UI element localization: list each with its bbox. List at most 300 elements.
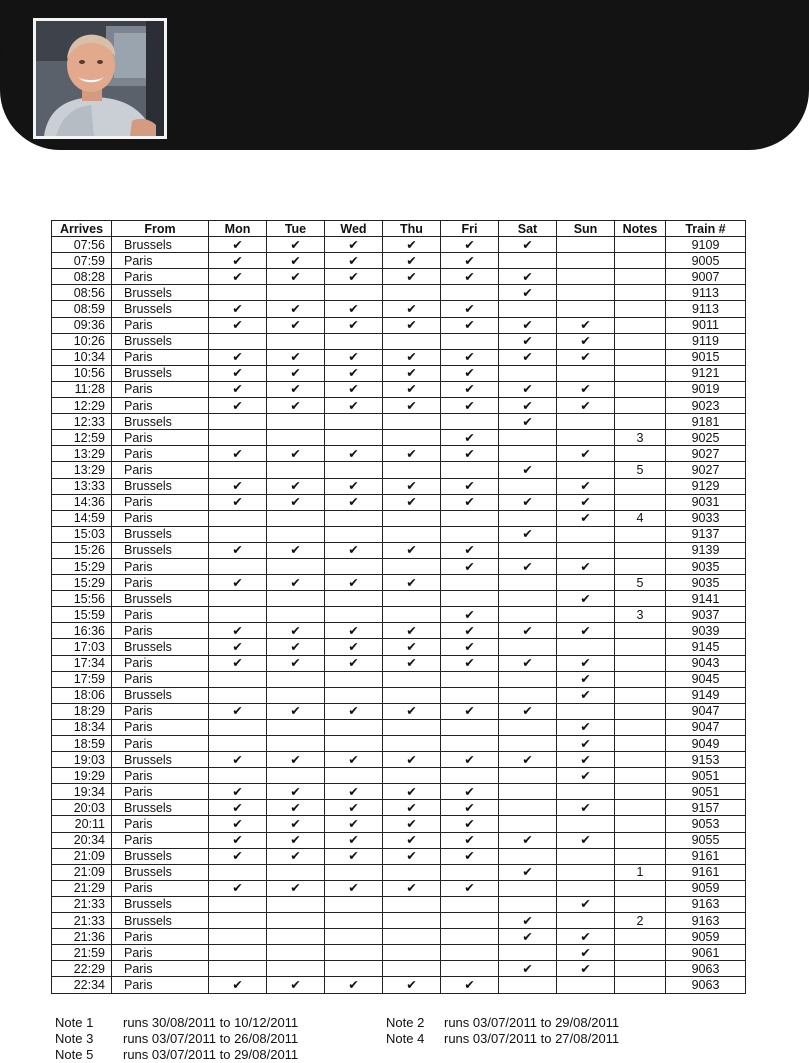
- arrival-time-cell: 22:29: [52, 961, 112, 977]
- origin-cell: Paris: [112, 349, 209, 365]
- checkmark-icon: ✔: [406, 977, 417, 992]
- table-row: [52, 365, 746, 381]
- column-header: Notes: [615, 221, 666, 237]
- origin-cell: Paris: [112, 671, 209, 687]
- train-number-cell: 9109: [666, 237, 746, 253]
- checkmark-icon: ✔: [464, 302, 475, 317]
- day-cell: [441, 333, 499, 349]
- table-row: [52, 333, 746, 349]
- train-number-cell: 9149: [666, 687, 746, 703]
- day-cell: [209, 945, 267, 961]
- arrival-time-cell: 09:36: [52, 317, 112, 333]
- day-cell: [557, 398, 615, 414]
- day-cell: [383, 575, 441, 591]
- day-cell: [209, 414, 267, 430]
- day-cell: [499, 269, 557, 285]
- origin-cell: Brussels: [112, 365, 209, 381]
- note-ref-cell: [615, 285, 666, 301]
- checkmark-icon: ✔: [580, 720, 591, 735]
- checkmark-icon: ✔: [522, 334, 533, 349]
- day-cell: [441, 398, 499, 414]
- checkmark-icon: ✔: [580, 752, 591, 767]
- checkmark-icon: ✔: [522, 559, 533, 574]
- day-cell: [267, 333, 325, 349]
- table-row: [52, 832, 746, 848]
- table-row: [52, 736, 746, 752]
- note-ref-cell: [615, 832, 666, 848]
- day-cell: [325, 414, 383, 430]
- checkmark-icon: ✔: [522, 704, 533, 719]
- day-cell: [441, 349, 499, 365]
- origin-cell: Paris: [112, 784, 209, 800]
- checkmark-icon: ✔: [290, 446, 301, 461]
- checkmark-icon: ✔: [232, 817, 243, 832]
- checkmark-icon: ✔: [522, 833, 533, 848]
- day-cell: [267, 462, 325, 478]
- day-cell: [441, 913, 499, 929]
- day-cell: [441, 623, 499, 639]
- day-cell: [557, 752, 615, 768]
- timetable-header-row: [52, 221, 746, 237]
- train-number-cell: 9141: [666, 591, 746, 607]
- day-cell: [325, 671, 383, 687]
- arrival-time-cell: 21:59: [52, 945, 112, 961]
- day-cell: [325, 864, 383, 880]
- checkmark-icon: ✔: [522, 961, 533, 976]
- note-ref-cell: [615, 687, 666, 703]
- checkmark-icon: ✔: [290, 623, 301, 638]
- day-cell: [209, 542, 267, 558]
- arrival-time-cell: 18:34: [52, 719, 112, 735]
- note-ref-cell: [615, 623, 666, 639]
- checkmark-icon: ✔: [290, 656, 301, 671]
- day-cell: [267, 896, 325, 912]
- day-cell: [383, 848, 441, 864]
- origin-cell: Paris: [112, 558, 209, 574]
- note-ref-cell: [615, 880, 666, 896]
- checkmark-icon: ✔: [232, 833, 243, 848]
- origin-cell: Brussels: [112, 285, 209, 301]
- checkmark-icon: ✔: [580, 479, 591, 494]
- table-row: [52, 719, 746, 735]
- train-number-cell: 9035: [666, 575, 746, 591]
- checkmark-icon: ✔: [522, 495, 533, 510]
- day-cell: [325, 800, 383, 816]
- day-cell: [499, 446, 557, 462]
- checkmark-icon: ✔: [290, 639, 301, 654]
- arrival-time-cell: 17:03: [52, 639, 112, 655]
- note-ref-cell: [615, 768, 666, 784]
- train-number-cell: 9119: [666, 333, 746, 349]
- day-cell: [557, 623, 615, 639]
- note-text: runs 03/07/2011 to 26/08/2011: [123, 1031, 299, 1046]
- day-cell: [441, 542, 499, 558]
- day-cell: [325, 848, 383, 864]
- checkmark-icon: ✔: [464, 430, 475, 445]
- day-cell: [267, 816, 325, 832]
- day-cell: [383, 719, 441, 735]
- day-cell: [209, 558, 267, 574]
- checkmark-icon: ✔: [522, 656, 533, 671]
- checkmark-icon: ✔: [232, 623, 243, 638]
- day-cell: [267, 301, 325, 317]
- day-cell: [209, 671, 267, 687]
- day-cell: [441, 639, 499, 655]
- origin-cell: Paris: [112, 494, 209, 510]
- arrival-time-cell: 10:26: [52, 333, 112, 349]
- checkmark-icon: ✔: [232, 382, 243, 397]
- note-5: [55, 1047, 298, 1063]
- checkmark-icon: ✔: [406, 253, 417, 268]
- day-cell: [267, 398, 325, 414]
- day-cell: [557, 301, 615, 317]
- day-cell: [499, 687, 557, 703]
- checkmark-icon: ✔: [580, 495, 591, 510]
- day-cell: [383, 253, 441, 269]
- day-cell: [383, 285, 441, 301]
- day-cell: [441, 381, 499, 397]
- checkmark-icon: ✔: [406, 833, 417, 848]
- day-cell: [325, 945, 383, 961]
- day-cell: [209, 896, 267, 912]
- origin-cell: Brussels: [112, 752, 209, 768]
- origin-cell: Paris: [112, 623, 209, 639]
- day-cell: [383, 381, 441, 397]
- table-row: [52, 510, 746, 526]
- checkmark-icon: ✔: [348, 575, 359, 590]
- arrival-time-cell: 15:56: [52, 591, 112, 607]
- checkmark-icon: ✔: [464, 784, 475, 799]
- day-cell: [267, 832, 325, 848]
- day-cell: [499, 591, 557, 607]
- day-cell: [209, 719, 267, 735]
- day-cell: [557, 639, 615, 655]
- note-ref-cell: [615, 542, 666, 558]
- day-cell: [267, 864, 325, 880]
- day-cell: [441, 575, 499, 591]
- train-number-cell: 9063: [666, 977, 746, 993]
- day-cell: [325, 269, 383, 285]
- arrival-time-cell: 14:36: [52, 494, 112, 510]
- day-cell: [383, 864, 441, 880]
- checkmark-icon: ✔: [406, 817, 417, 832]
- table-row: [52, 639, 746, 655]
- day-cell: [267, 526, 325, 542]
- day-cell: [499, 510, 557, 526]
- checkmark-icon: ✔: [232, 237, 243, 252]
- origin-cell: Paris: [112, 832, 209, 848]
- checkmark-icon: ✔: [580, 945, 591, 960]
- checkmark-icon: ✔: [290, 253, 301, 268]
- note-ref-cell: [615, 703, 666, 719]
- day-cell: [267, 446, 325, 462]
- checkmark-icon: ✔: [522, 269, 533, 284]
- day-cell: [557, 430, 615, 446]
- day-cell: [267, 349, 325, 365]
- note-ref-cell: 5: [615, 462, 666, 478]
- day-cell: [557, 237, 615, 253]
- train-number-cell: 9051: [666, 784, 746, 800]
- day-cell: [499, 478, 557, 494]
- note-ref-cell: [615, 752, 666, 768]
- day-cell: [209, 349, 267, 365]
- day-cell: [267, 784, 325, 800]
- checkmark-icon: ✔: [290, 382, 301, 397]
- day-cell: [325, 639, 383, 655]
- day-cell: [383, 880, 441, 896]
- day-cell: [209, 832, 267, 848]
- checkmark-icon: ✔: [406, 881, 417, 896]
- checkmark-icon: ✔: [290, 752, 301, 767]
- day-cell: [499, 896, 557, 912]
- profile-photo-image: [36, 21, 164, 136]
- train-number-cell: 9059: [666, 929, 746, 945]
- day-cell: [499, 607, 557, 623]
- checkmark-icon: ✔: [522, 527, 533, 542]
- arrival-time-cell: 19:03: [52, 752, 112, 768]
- train-number-cell: 9145: [666, 639, 746, 655]
- day-cell: [209, 478, 267, 494]
- checkmark-icon: ✔: [290, 849, 301, 864]
- day-cell: [383, 945, 441, 961]
- day-cell: [325, 784, 383, 800]
- train-number-cell: 9129: [666, 478, 746, 494]
- day-cell: [325, 526, 383, 542]
- checkmark-icon: ✔: [522, 398, 533, 413]
- origin-cell: Paris: [112, 269, 209, 285]
- day-cell: [499, 719, 557, 735]
- day-cell: [383, 816, 441, 832]
- day-cell: [441, 784, 499, 800]
- day-cell: [557, 880, 615, 896]
- checkmark-icon: ✔: [464, 382, 475, 397]
- day-cell: [383, 430, 441, 446]
- origin-cell: Paris: [112, 961, 209, 977]
- day-cell: [325, 285, 383, 301]
- checkmark-icon: ✔: [406, 269, 417, 284]
- day-cell: [499, 816, 557, 832]
- day-cell: [499, 671, 557, 687]
- origin-cell: Paris: [112, 317, 209, 333]
- checkmark-icon: ✔: [290, 881, 301, 896]
- day-cell: [383, 768, 441, 784]
- checkmark-icon: ✔: [464, 479, 475, 494]
- day-cell: [325, 703, 383, 719]
- day-cell: [441, 703, 499, 719]
- note-ref-cell: [615, 736, 666, 752]
- day-cell: [441, 687, 499, 703]
- checkmark-icon: ✔: [290, 318, 301, 333]
- checkmark-icon: ✔: [232, 977, 243, 992]
- day-cell: [557, 575, 615, 591]
- checkmark-icon: ✔: [290, 704, 301, 719]
- checkmark-icon: ✔: [290, 269, 301, 284]
- day-cell: [209, 237, 267, 253]
- note-ref-cell: [615, 558, 666, 574]
- table-row: [52, 414, 746, 430]
- note-ref-cell: [615, 719, 666, 735]
- day-cell: [441, 848, 499, 864]
- train-number-cell: 9113: [666, 285, 746, 301]
- checkmark-icon: ✔: [464, 833, 475, 848]
- checkmark-icon: ✔: [522, 382, 533, 397]
- checkmark-icon: ✔: [464, 446, 475, 461]
- day-cell: [209, 687, 267, 703]
- train-number-cell: 9007: [666, 269, 746, 285]
- checkmark-icon: ✔: [406, 639, 417, 654]
- origin-cell: Brussels: [112, 333, 209, 349]
- note-ref-cell: [615, 848, 666, 864]
- day-cell: [267, 703, 325, 719]
- day-cell: [499, 398, 557, 414]
- note-ref-cell: [615, 237, 666, 253]
- day-cell: [267, 253, 325, 269]
- day-cell: [557, 365, 615, 381]
- arrival-time-cell: 17:34: [52, 655, 112, 671]
- day-cell: [267, 736, 325, 752]
- origin-cell: Paris: [112, 816, 209, 832]
- day-cell: [209, 607, 267, 623]
- note-ref-cell: [615, 945, 666, 961]
- origin-cell: Brussels: [112, 896, 209, 912]
- day-cell: [441, 365, 499, 381]
- day-cell: [441, 896, 499, 912]
- day-cell: [557, 558, 615, 574]
- day-cell: [325, 768, 383, 784]
- checkmark-icon: ✔: [464, 881, 475, 896]
- day-cell: [499, 430, 557, 446]
- day-cell: [441, 237, 499, 253]
- day-cell: [267, 478, 325, 494]
- day-cell: [383, 317, 441, 333]
- checkmark-icon: ✔: [522, 623, 533, 638]
- day-cell: [383, 752, 441, 768]
- day-cell: [383, 623, 441, 639]
- table-row: [52, 301, 746, 317]
- day-cell: [209, 333, 267, 349]
- checkmark-icon: ✔: [348, 833, 359, 848]
- day-cell: [499, 768, 557, 784]
- note-ref-cell: 3: [615, 430, 666, 446]
- day-cell: [325, 478, 383, 494]
- day-cell: [557, 929, 615, 945]
- checkmark-icon: ✔: [406, 382, 417, 397]
- day-cell: [557, 816, 615, 832]
- day-cell: [499, 333, 557, 349]
- column-header: From: [112, 221, 209, 237]
- day-cell: [209, 317, 267, 333]
- day-cell: [557, 913, 615, 929]
- day-cell: [441, 285, 499, 301]
- table-row: [52, 623, 746, 639]
- origin-cell: Paris: [112, 736, 209, 752]
- day-cell: [267, 623, 325, 639]
- day-cell: [441, 462, 499, 478]
- day-cell: [383, 526, 441, 542]
- day-cell: [325, 575, 383, 591]
- day-cell: [441, 446, 499, 462]
- day-cell: [209, 398, 267, 414]
- day-cell: [383, 462, 441, 478]
- checkmark-icon: ✔: [232, 543, 243, 558]
- checkmark-icon: ✔: [580, 446, 591, 461]
- day-cell: [267, 510, 325, 526]
- checkmark-icon: ✔: [464, 817, 475, 832]
- day-cell: [267, 719, 325, 735]
- day-cell: [267, 285, 325, 301]
- train-number-cell: 9153: [666, 752, 746, 768]
- checkmark-icon: ✔: [580, 833, 591, 848]
- checkmark-icon: ✔: [464, 253, 475, 268]
- checkmark-icon: ✔: [522, 929, 533, 944]
- checkmark-icon: ✔: [232, 446, 243, 461]
- arrival-time-cell: 18:06: [52, 687, 112, 703]
- arrival-time-cell: 17:59: [52, 671, 112, 687]
- day-cell: [441, 607, 499, 623]
- checkmark-icon: ✔: [580, 688, 591, 703]
- checkmark-icon: ✔: [406, 446, 417, 461]
- day-cell: [325, 301, 383, 317]
- note-ref-cell: [615, 591, 666, 607]
- day-cell: [557, 784, 615, 800]
- note-ref-cell: [615, 333, 666, 349]
- table-row: [52, 784, 746, 800]
- origin-cell: Brussels: [112, 848, 209, 864]
- arrival-time-cell: 18:29: [52, 703, 112, 719]
- column-header: Fri: [441, 221, 499, 237]
- arrival-time-cell: 15:03: [52, 526, 112, 542]
- table-row: [52, 961, 746, 977]
- checkmark-icon: ✔: [406, 398, 417, 413]
- day-cell: [209, 848, 267, 864]
- day-cell: [267, 430, 325, 446]
- checkmark-icon: ✔: [580, 623, 591, 638]
- origin-cell: Brussels: [112, 542, 209, 558]
- day-cell: [557, 961, 615, 977]
- note-ref-cell: [615, 800, 666, 816]
- day-cell: [441, 591, 499, 607]
- day-cell: [441, 880, 499, 896]
- day-cell: [267, 317, 325, 333]
- train-number-cell: 9157: [666, 800, 746, 816]
- day-cell: [441, 510, 499, 526]
- day-cell: [325, 510, 383, 526]
- origin-cell: Paris: [112, 462, 209, 478]
- checkmark-icon: ✔: [406, 800, 417, 815]
- checkmark-icon: ✔: [348, 318, 359, 333]
- day-cell: [209, 623, 267, 639]
- checkmark-icon: ✔: [580, 768, 591, 783]
- checkmark-icon: ✔: [232, 849, 243, 864]
- day-cell: [499, 301, 557, 317]
- day-cell: [209, 510, 267, 526]
- day-cell: [209, 575, 267, 591]
- checkmark-icon: ✔: [522, 350, 533, 365]
- checkmark-icon: ✔: [522, 913, 533, 928]
- arrival-time-cell: 08:56: [52, 285, 112, 301]
- note-ref-cell: [615, 671, 666, 687]
- train-number-cell: 9137: [666, 526, 746, 542]
- note-ref-cell: [615, 896, 666, 912]
- day-cell: [557, 494, 615, 510]
- day-cell: [209, 462, 267, 478]
- day-cell: [383, 414, 441, 430]
- train-number-cell: 9023: [666, 398, 746, 414]
- train-number-cell: 9051: [666, 768, 746, 784]
- day-cell: [499, 639, 557, 655]
- checkmark-icon: ✔: [232, 704, 243, 719]
- arrival-time-cell: 20:03: [52, 800, 112, 816]
